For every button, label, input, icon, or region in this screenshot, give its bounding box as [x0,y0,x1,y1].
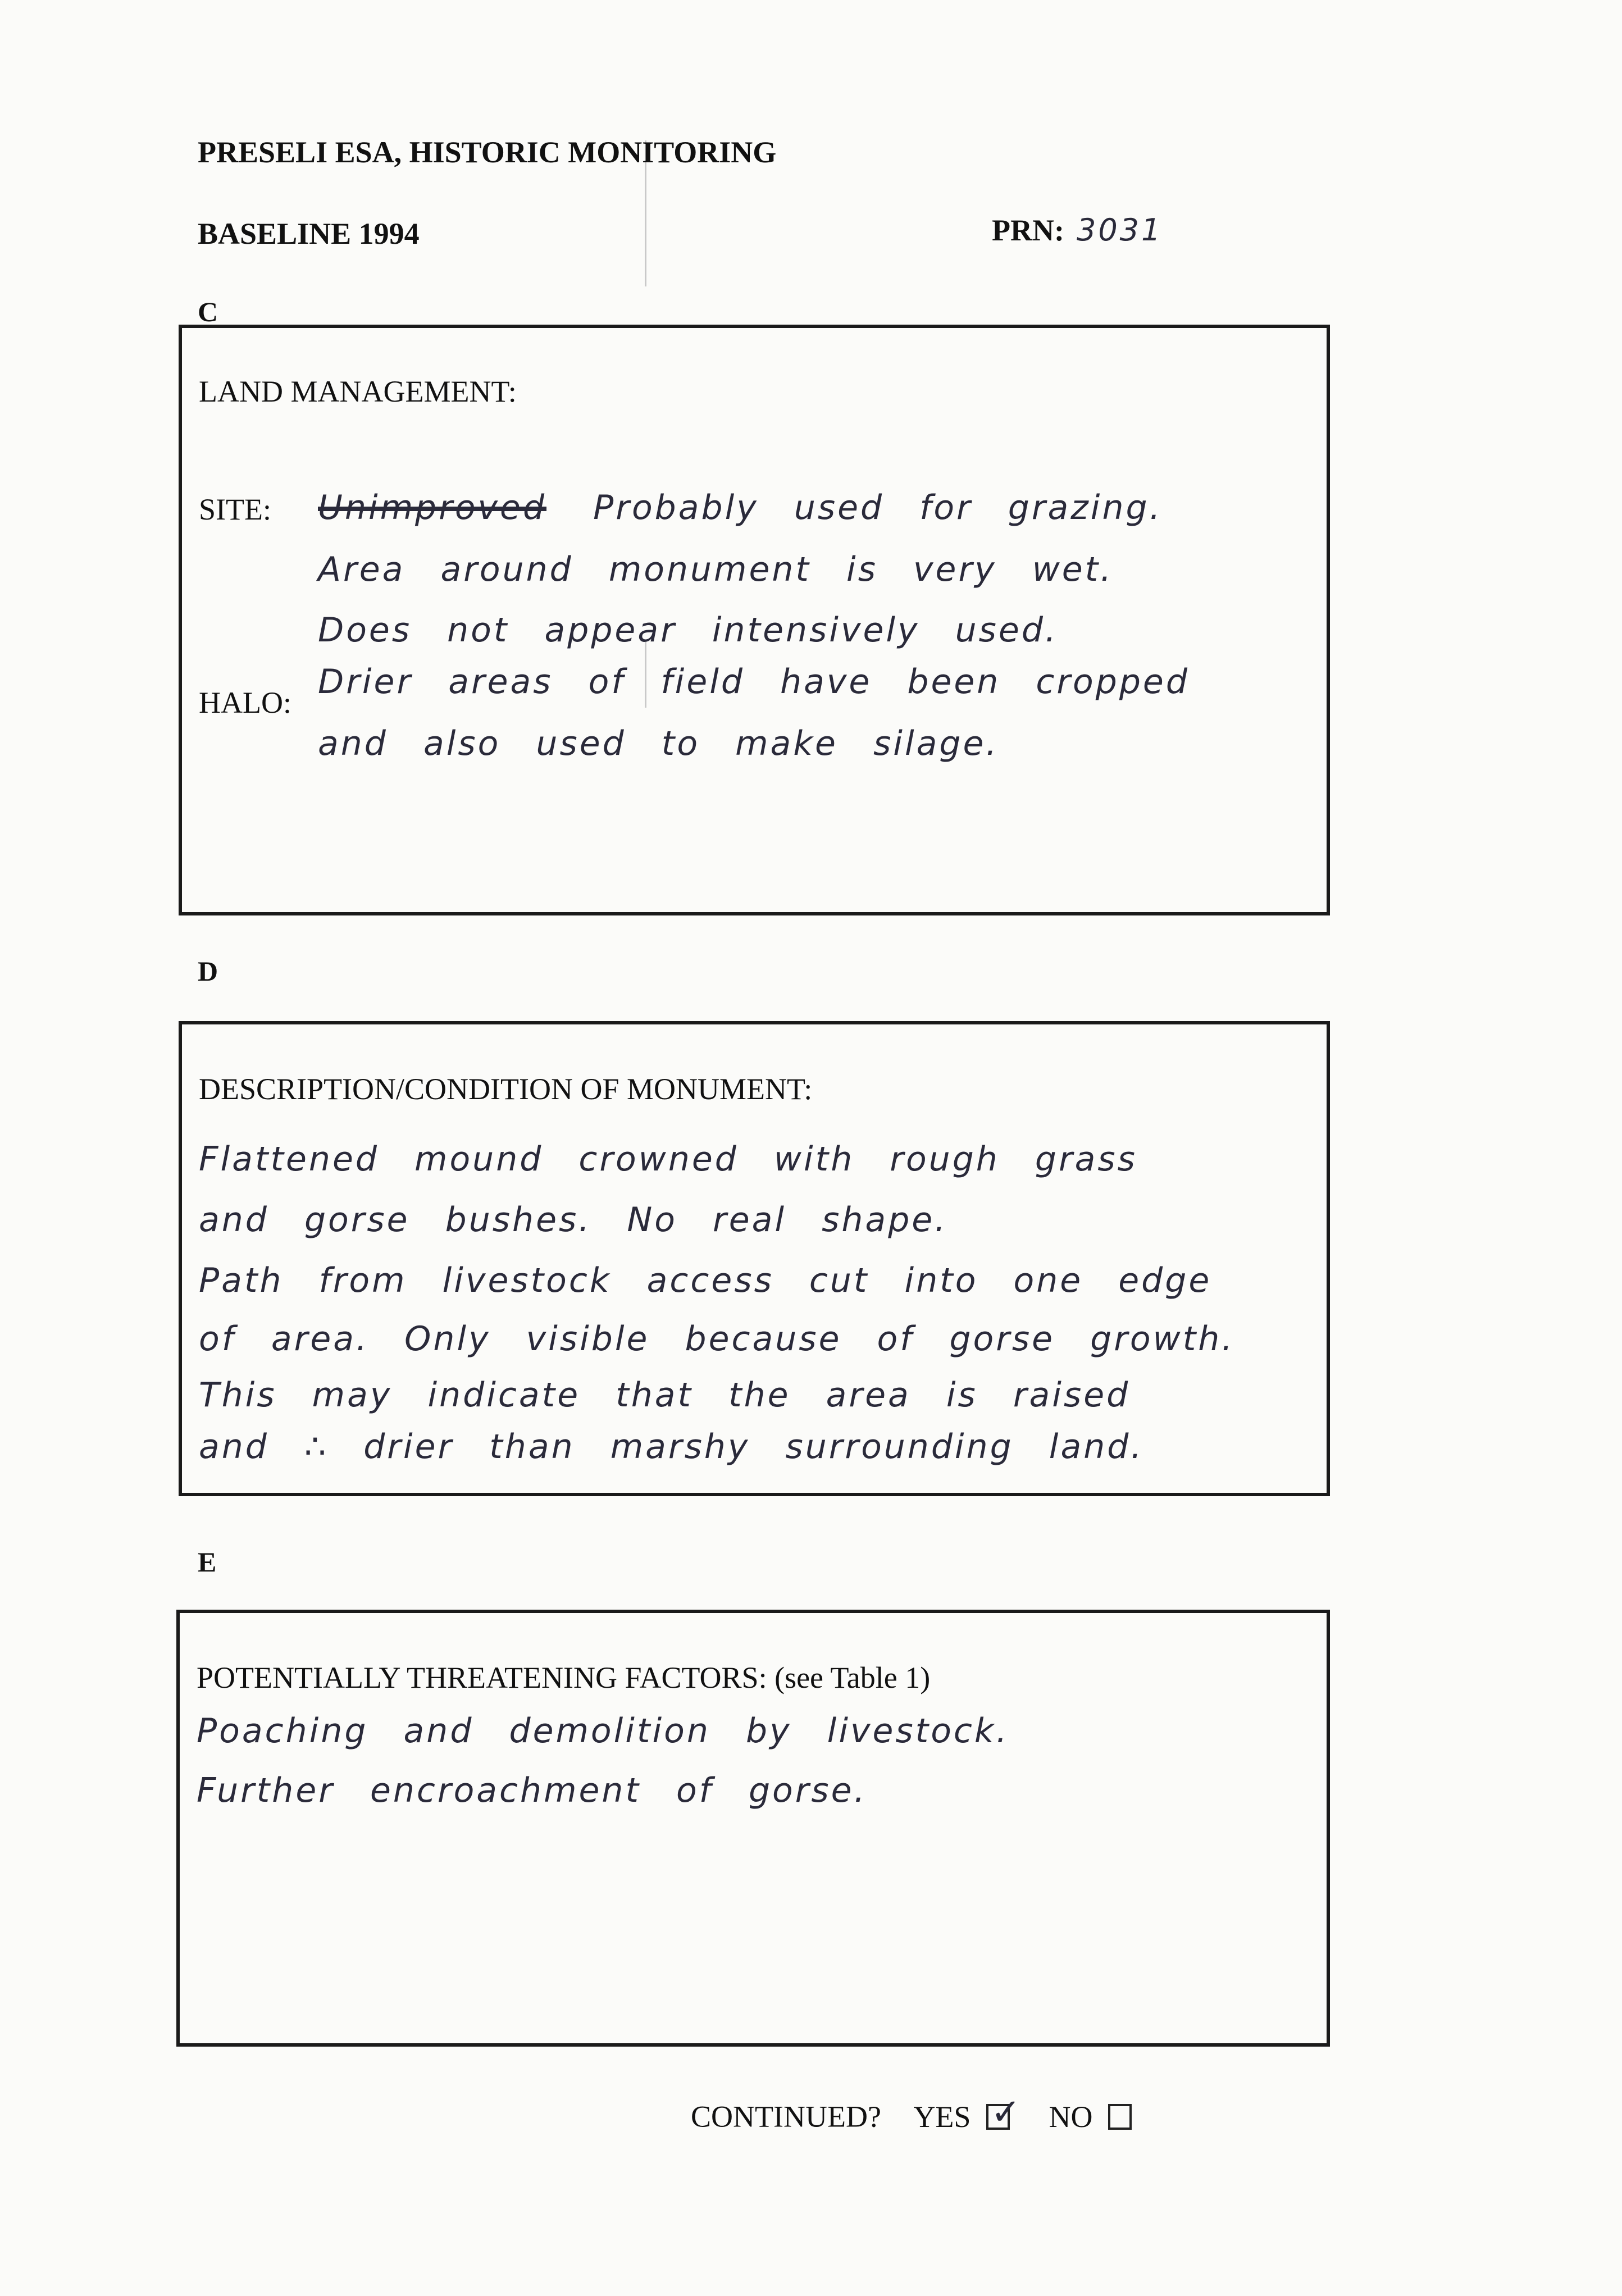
document-title: PRESELI ESA, HISTORIC MONITORING [198,135,777,169]
continued-label: CONTINUED? [691,2099,881,2134]
halo-line: and also used to make silage. [318,724,999,763]
description-title: DESCRIPTION/CONDITION OF MONUMENT: [199,1072,813,1106]
description-line: of area. Only visible because of gorse growth. [199,1319,1235,1359]
description-line: and gorse bushes. No real shape. [199,1200,948,1240]
section-d-letter: D [198,955,218,987]
halo-label: HALO: [199,686,291,719]
description-line: Flattened mound crowned with rough grass [199,1140,1137,1179]
site-line [318,488,1163,527]
site-line: Does not appear intensively used. [318,611,1058,650]
section-e-letter: E [198,1546,217,1578]
site-label: SITE: [199,493,271,526]
yes-label: YES [913,2099,971,2134]
no-checkbox[interactable] [1108,2104,1132,2130]
section-c-letter: C [198,296,218,327]
check-mark-icon: ✓ [990,2091,1021,2133]
threat-line: Further encroachment of gorse. [197,1771,867,1810]
description-line: and ∴ drier than marshy surrounding land. [199,1427,1144,1466]
prn-value: 3031 [1076,212,1163,248]
threat-line: Poaching and demolition by livestock. [197,1711,1009,1751]
prn-field [992,212,1163,248]
land-management-title: LAND MANAGEMENT: [199,375,517,408]
baseline-label: BASELINE 1994 [198,217,420,250]
description-box [179,1021,1330,1496]
description-line: This may indicate that the area is raised [199,1375,1131,1415]
prn-label: PRN: [992,213,1064,247]
land-management-box [179,325,1330,915]
site-line: Area around monument is very wet. [318,550,1114,589]
yes-checkbox[interactable] [986,2091,1021,2133]
threatening-factors-title: POTENTIALLY THREATENING FACTORS: (see Table 1) [197,1661,931,1694]
no-label: NO [1049,2099,1093,2134]
site-text: Probably used for grazing. [593,488,1163,527]
description-line: Path from livestock access cut into one edge [199,1261,1212,1300]
threatening-factors-box [176,1610,1330,2047]
site-struck-text: Unimproved [318,488,547,527]
halo-line: Drier areas of field have been cropped [318,662,1190,701]
continued-row [691,2091,1132,2134]
